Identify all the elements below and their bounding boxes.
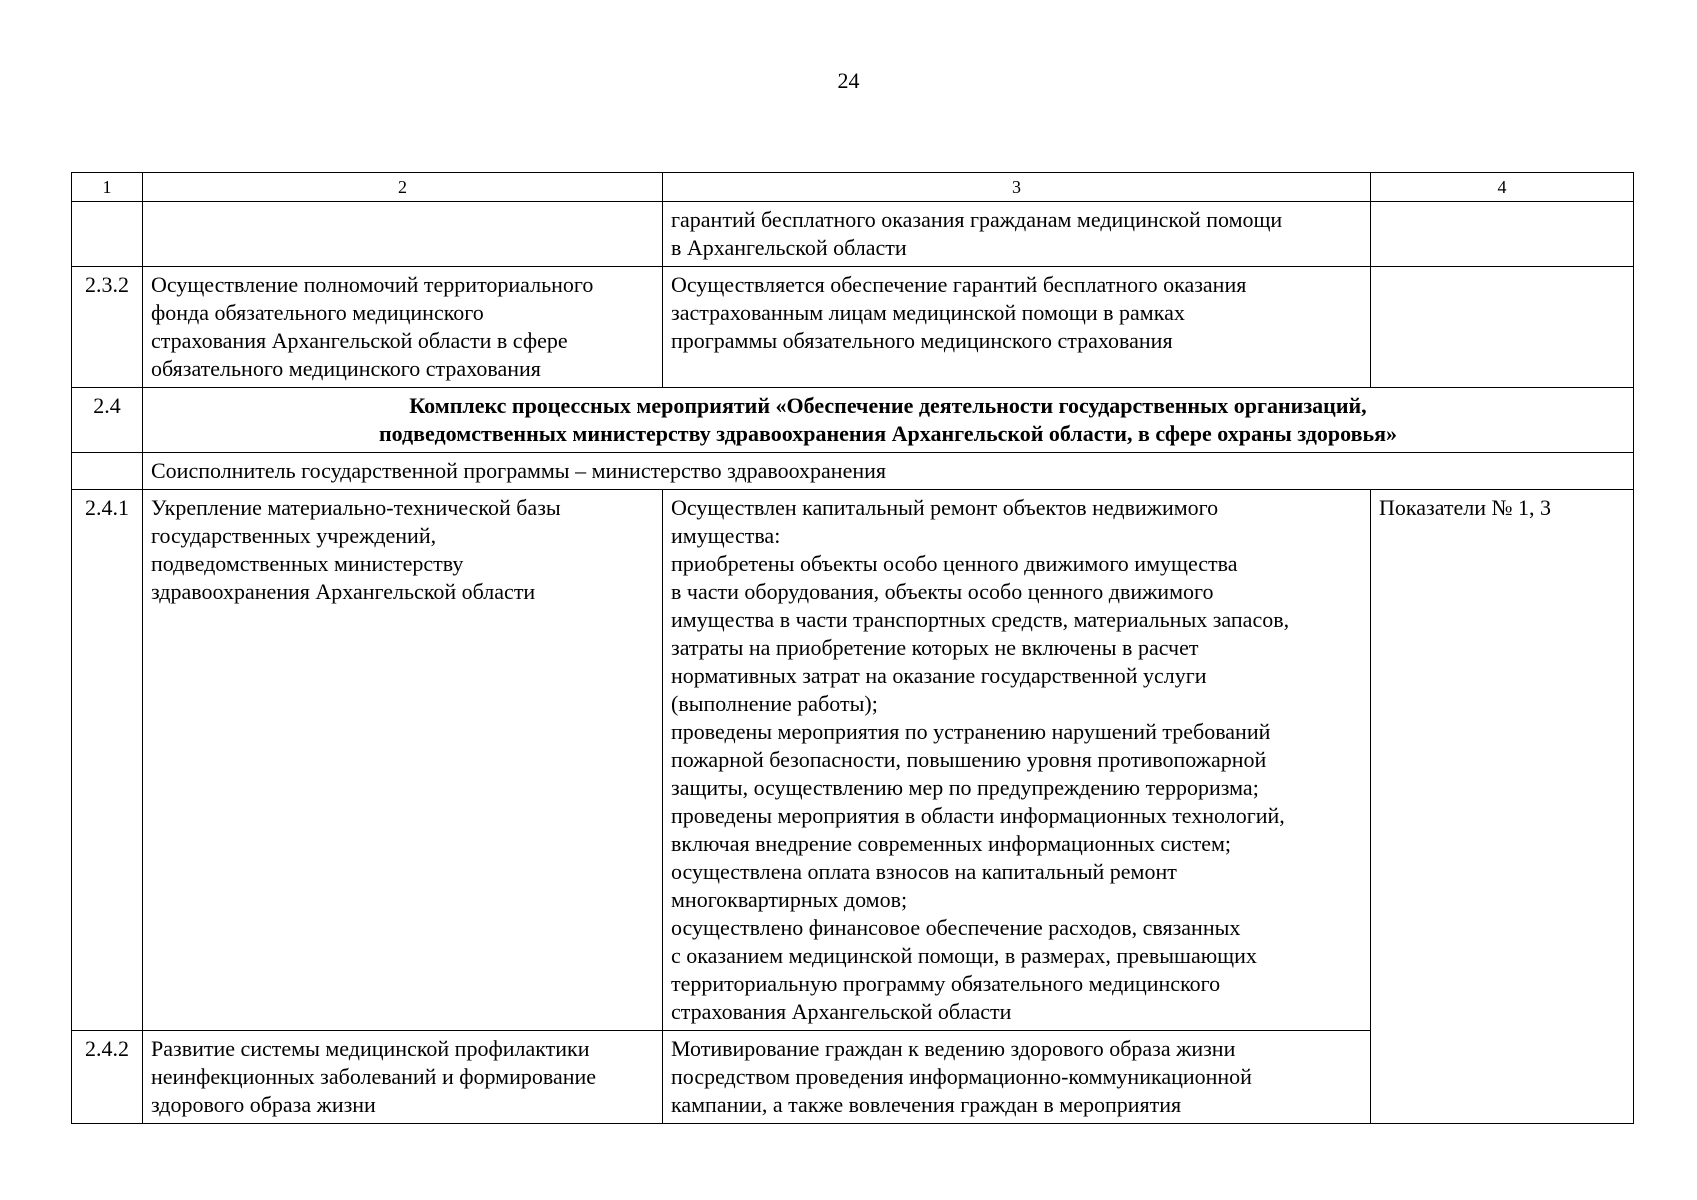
text-line: Укрепление материально-технической базы <box>151 495 561 520</box>
row-number-cell: 2.4.1 <box>72 490 143 1031</box>
result-cell <box>663 267 1371 388</box>
text-line: страхования Архангельской области в сфере <box>151 328 568 353</box>
indicator-cell <box>1371 490 1634 1124</box>
section-title-cell <box>143 388 1634 453</box>
text-line: имущества: <box>671 523 781 548</box>
text-line: имущества в части транспортных средств, материальных запасов, <box>671 607 1290 632</box>
text-line: проведены мероприятия по устранению нарушений требований <box>671 719 1271 744</box>
row-number-cell <box>72 453 143 490</box>
text-line: подведомственных министерству <box>151 551 464 576</box>
coexecutor-cell <box>143 453 1634 490</box>
header-col-2: 2 <box>143 173 663 202</box>
table-header-row <box>72 173 1634 202</box>
text-line: затраты на приобретение которых не включены в расчет <box>671 635 1199 660</box>
text-line: Осуществляется обеспечение гарантий бесплатного оказания <box>671 272 1247 297</box>
section-title-line: Комплекс процессных мероприятий «Обеспечение деятельности государственных организаций, <box>409 393 1367 418</box>
row-number-cell <box>72 202 143 267</box>
text-line: приобретены объекты особо ценного движимого имущества <box>671 551 1238 576</box>
text-line: осуществлена оплата взносов на капитальный ремонт <box>671 859 1177 884</box>
text-line: Развитие системы медицинской профилактики <box>151 1036 590 1061</box>
text-line: включая внедрение современных информационных систем; <box>671 831 1232 856</box>
header-col-3: 3 <box>663 173 1371 202</box>
coexecutor-text: Соисполнитель государственной программы – министерство здравоохранения <box>151 458 887 483</box>
measure-name-cell <box>143 267 663 388</box>
text-line: многоквартирных домов; <box>671 887 908 912</box>
indicator-cell <box>1371 267 1634 388</box>
text-line: неинфекционных заболеваний и формирование <box>151 1064 597 1089</box>
row-number-cell: 2.3.2 <box>72 267 143 388</box>
section-title-line: подведомственных министерству здравоохранения Архангельской области, в сфере охраны здоровья» <box>378 421 1398 446</box>
header-col-4: 4 <box>1371 173 1634 202</box>
text-line: проведены мероприятия в области информационных технологий, <box>671 803 1285 828</box>
result-cell <box>663 490 1371 1031</box>
text-line: кампании, а также вовлечения граждан в мероприятия <box>671 1092 1182 1117</box>
table-row-coexecutor <box>72 453 1634 490</box>
measure-name-cell <box>143 1031 663 1124</box>
page-number: 24 <box>837 68 860 93</box>
text-line: осуществлено финансовое обеспечение расходов, связанных <box>671 915 1241 940</box>
text-line: Осуществлен капитальный ремонт объектов недвижимого <box>671 495 1219 520</box>
text-line: застрахованным лицам медицинской помощи в рамках <box>671 300 1185 325</box>
text-line: в Архангельской области <box>671 235 907 260</box>
result-cell <box>663 202 1371 267</box>
row-number-cell: 2.4 <box>72 388 143 453</box>
text-line: здорового образа жизни <box>151 1092 376 1117</box>
indicator-text: Показатели № 1, 3 <box>1379 495 1552 520</box>
text-line: Осуществление полномочий территориального <box>151 272 594 297</box>
table-row-continuation <box>72 202 1634 267</box>
row-number-cell: 2.4.2 <box>72 1031 143 1124</box>
table-row-2-4-1 <box>72 490 1634 1031</box>
indicator-cell <box>1371 202 1634 267</box>
text-line: защиты, осуществлению мер по предупреждению терроризма; <box>671 775 1259 800</box>
result-cell <box>663 1031 1371 1124</box>
measure-name-cell <box>143 490 663 1031</box>
text-line: обязательного медицинского страхования <box>151 356 541 381</box>
header-col-1: 1 <box>72 173 143 202</box>
text-line: (выполнение работы); <box>671 691 878 716</box>
measures-table <box>71 172 1634 1124</box>
text-line: территориальную программу обязательного медицинского <box>671 971 1221 996</box>
text-line: пожарной безопасности, повышению уровня противопожарной <box>671 747 1267 772</box>
text-line: фонда обязательного медицинского <box>151 300 484 325</box>
text-line: страхования Архангельской области <box>671 999 1012 1024</box>
text-line: в части оборудования, объекты особо ценного движимого <box>671 579 1214 604</box>
measure-name-cell <box>143 202 663 267</box>
table-row-2-4-section <box>72 388 1634 453</box>
text-line: нормативных затрат на оказание государственной услуги <box>671 663 1207 688</box>
text-line: здравоохранения Архангельской области <box>151 579 536 604</box>
text-line: гарантий бесплатного оказания гражданам медицинской помощи <box>671 207 1283 232</box>
table-row-2-3-2 <box>72 267 1634 388</box>
text-line: программы обязательного медицинского страхования <box>671 328 1173 353</box>
text-line: посредством проведения информационно-коммуникационной <box>671 1064 1252 1089</box>
text-line: государственных учреждений, <box>151 523 437 548</box>
text-line: Мотивирование граждан к ведению здорового образа жизни <box>671 1036 1236 1061</box>
text-line: с оказанием медицинской помощи, в размерах, превышающих <box>671 943 1257 968</box>
